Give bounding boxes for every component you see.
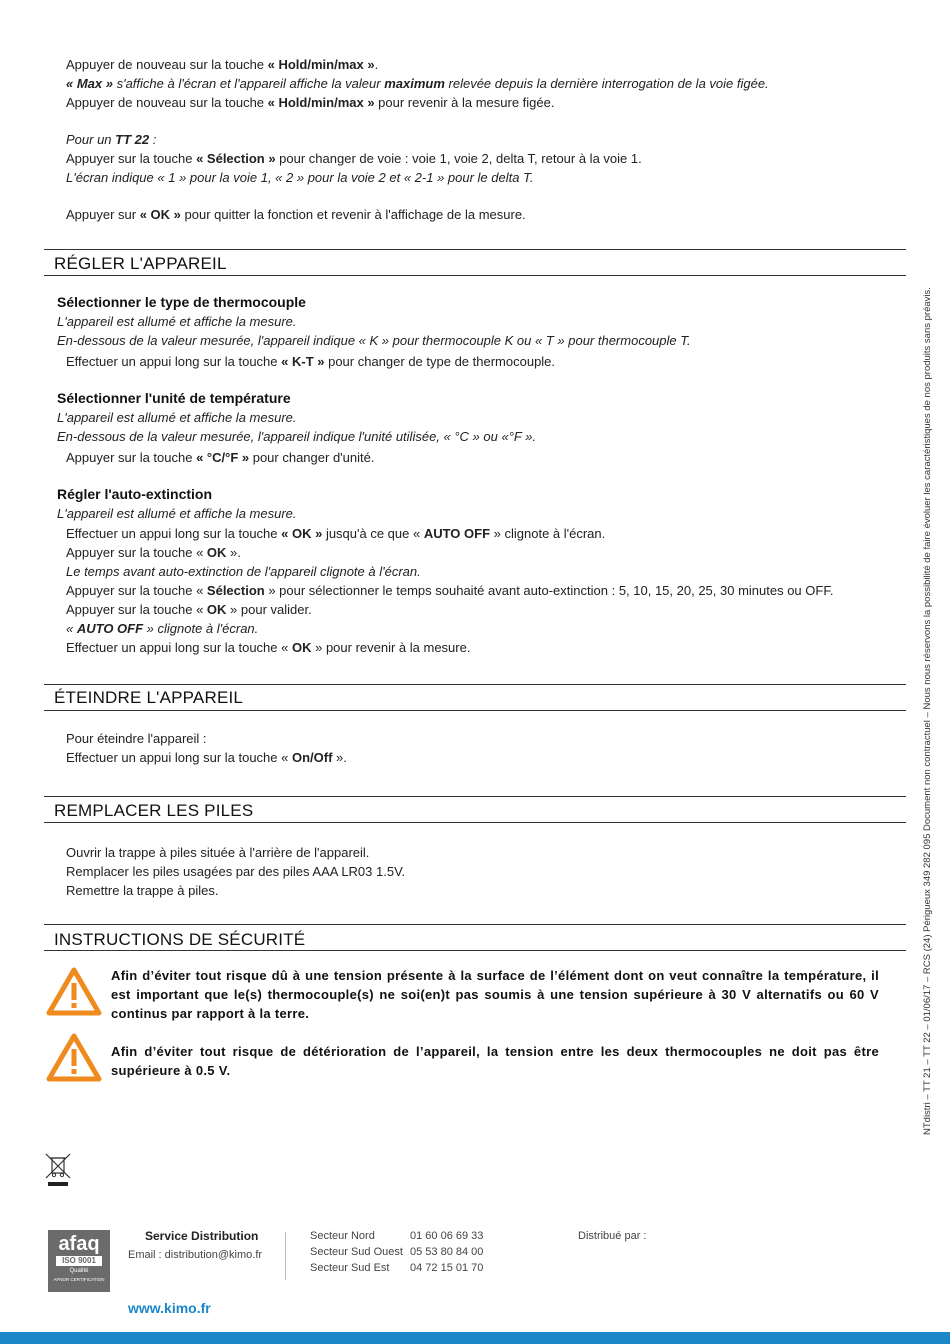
subtitle-unite: Sélectionner l'unité de température [57,390,291,406]
website-link[interactable]: www.kimo.fr [128,1300,211,1316]
warning-text-2: Afin d’éviter tout risque de détérioration de l’appareil, la tension entre les deux thermocouples ne doit pas être supérieure à 0.5 V. [111,1044,879,1078]
text: Appuyer sur [66,207,140,222]
subtitle-thermocouple: Sélectionner le type de thermocouple [57,294,306,310]
footer-divider [285,1232,286,1280]
autooff-info-3 [66,619,258,638]
text: Effectuer un appui long sur la touche [66,354,282,369]
logo-cert-text: AFNOR CERTIFICATION [53,1277,105,1282]
autooff-action-3 [66,581,833,600]
text: » pour valider. [226,602,312,617]
text: Effectuer un appui long sur la touche [66,526,282,541]
footer-service: Service Distribution [145,1229,259,1243]
thermo-action [66,352,555,371]
key-label: OK [206,545,227,560]
logo-quality-text: Qualité [69,1268,89,1274]
text: jusqu'à ce que « [322,526,424,541]
key-label: « Max » [66,76,113,91]
text: » pour sélectionner le temps souhaité avant auto-extinction : 5, 10, 15, 20, 25, 30 minutes ou OFF. [264,583,834,598]
section-rule-bottom [44,275,906,276]
text: pour quitter la fonction et revenir à l'affichage de la mesure. [180,207,526,222]
intro-line-6: L'écran indique « 1 » pour la voie 1, « 2 » pour la voie 2 et « 2-1 » pour le delta T. [66,170,534,185]
section-title-regler: RÉGLER L'APPAREIL [54,254,227,273]
text: « [66,621,77,636]
intro-line-1 [66,55,378,74]
text: » clignote à l'écran. [143,621,259,636]
unite-action [66,448,374,467]
text: relevée depuis la dernière interrogation de la voie figée. [444,76,769,91]
distributed-by: Distribué par : [578,1230,647,1242]
key-label: On/Off [291,750,333,765]
intro-line-7 [66,205,526,224]
subtitle-autooff: Régler l'auto-extinction [57,486,213,502]
text: pour changer d'unité. [249,450,375,465]
key-label: OK [291,640,312,655]
afaq-logo [48,1230,110,1292]
autooff-action-5 [66,638,470,657]
intro-line-3 [66,93,555,112]
section-title-eteindre: ÉTEINDRE L'APPAREIL [54,688,244,707]
section-title-securite: INSTRUCTIONS DE SÉCURITÉ [54,930,306,949]
section-rule-bottom [44,822,906,823]
piles-line-3: Remettre la trappe à piles. [66,883,219,898]
key-label: « °C/°F » [196,450,250,465]
text: ». [226,545,241,560]
section-rule-top [44,249,906,250]
key-label: « Hold/min/max » [267,57,375,72]
key-label: « Sélection » [196,151,276,166]
section-rule-top [44,684,906,685]
emphasis: maximum [384,76,445,91]
text: Effectuer un appui long sur la touche « [66,640,292,655]
display-label: AUTO OFF [423,526,491,541]
model-label: TT 22 [115,132,150,147]
autooff-action-4 [66,600,312,619]
sector-phone-nord: 01 60 06 69 33 [410,1230,484,1242]
eteindre-line-1: Pour éteindre l'appareil : [66,731,207,746]
key-label: « OK » [281,526,323,541]
text: pour changer de type de thermocouple. [324,354,556,369]
text: Appuyer sur la touche [66,151,197,166]
intro-line-2 [66,74,769,93]
sector-name-sud-est: Secteur Sud Est [310,1262,390,1274]
thermo-info-1: L'appareil est allumé et affiche la mesure. [57,314,297,329]
piles-line-2: Remplacer les piles usagées par des piles AAA LR03 1.5V. [66,864,406,879]
intro-line-5 [66,149,642,168]
side-legal-note: NTdistri – TT 21 – TT 22 – 01/06/17 – RCS (24) Périgueux 349 282 095 Document non contractuel – Nous nous réservons la possibilité de faire évoluer les caractéristiques de nos produits sans préavis. [922,287,933,1135]
autooff-info-1: L'appareil est allumé et affiche la mesure. [57,506,297,521]
display-label: AUTO OFF [76,621,144,636]
weee-bin-icon [44,1152,72,1188]
autooff-info-2: Le temps avant auto-extinction de l'appareil clignote à l'écran. [66,564,421,579]
section-rule-bottom [44,950,906,951]
warning-triangle-icon [46,1032,102,1082]
footer-accent-bar [0,1332,950,1344]
text: » pour revenir à la mesure. [311,640,471,655]
text: Appuyer de nouveau sur la touche [66,95,268,110]
text: Appuyer sur la touche [66,450,197,465]
sector-name-sud-ouest: Secteur Sud Ouest [310,1246,403,1258]
key-label: « K-T » [281,354,325,369]
warning-text-1: Afin d’éviter tout risque dû à une tension présente à la surface de l’élément dont on veut connaître la température, il est important que le(s) thermocouple(s) ne soi(en)t pas soumis à une tension supérieure à 30 V alternatifs ou 60 V continus par rapport à la terre. [111,968,879,1021]
section-title-piles: REMPLACER LES PILES [54,801,254,820]
text: ». [332,750,347,765]
section-rule-bottom [44,710,906,711]
tt22-heading [66,130,156,149]
piles-line-1: Ouvrir la trappe à piles située à l'arrière de l'appareil. [66,845,370,860]
sector-phone-sud-est: 04 72 15 01 70 [410,1262,484,1274]
autooff-action-1 [66,524,605,543]
thermo-info-2: En-dessous de la valeur mesurée, l'appareil indique « K » pour thermocouple K ou « T » pour thermocouple T. [57,333,691,348]
unite-info-1: L'appareil est allumé et affiche la mesure. [57,410,297,425]
text: Appuyer de nouveau sur la touche [66,57,268,72]
text: : [149,132,157,147]
logo-iso-text: ISO 9001 [56,1256,102,1266]
key-label: Sélection [206,583,265,598]
text: s'affiche à l'écran et l'appareil affiche la valeur [112,76,385,91]
key-label: OK [206,602,227,617]
sector-name-nord: Secteur Nord [310,1230,375,1242]
text: pour revenir à la mesure figée. [374,95,555,110]
text: pour changer de voie : voie 1, voie 2, delta T, retour à la voie 1. [275,151,642,166]
text: Effectuer un appui long sur la touche « [66,750,292,765]
unite-info-2: En-dessous de la valeur mesurée, l'appareil indique l'unité utilisée, « °C » ou «°F ». [57,429,537,444]
text: Appuyer sur la touche « [66,545,207,560]
text: Appuyer sur la touche « [66,583,207,598]
key-label: « OK » [139,207,181,222]
logo-main-text: afaq [58,1233,100,1255]
autooff-action-2 [66,543,241,562]
key-label: « Hold/min/max » [267,95,375,110]
footer-email: Email : distribution@kimo.fr [128,1249,263,1261]
eteindre-line-2 [66,748,347,767]
warning-triangle-icon [46,966,102,1016]
text: Appuyer sur la touche « [66,602,207,617]
text: Pour un [66,132,116,147]
sector-phone-sud-ouest: 05 53 80 84 00 [410,1246,484,1258]
section-rule-top [44,796,906,797]
text: . [374,57,379,72]
section-rule-top [44,924,906,925]
text: » clignote à l'écran. [490,526,606,541]
